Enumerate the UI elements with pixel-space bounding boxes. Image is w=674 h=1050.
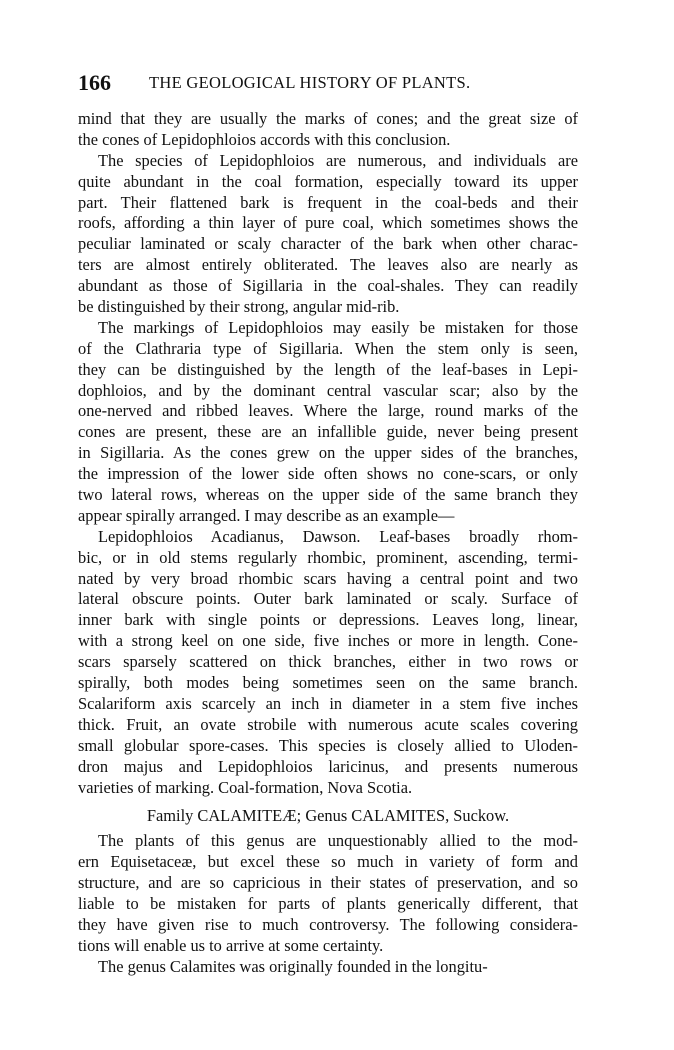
text-line: dophloios, and by the dominant central vascular scar; also by the [78, 380, 578, 400]
paragraph [78, 831, 578, 956]
text-line: part. Their flattened bark is frequent in the coal-beds and their [78, 192, 578, 212]
paragraph [78, 957, 578, 978]
text-line: roofs, affording a thin layer of pure coal, which sometimes shows the [78, 213, 578, 233]
paragraph [78, 318, 578, 527]
section-heading: Family CALAMITEÆ; Genus CALAMITES, Suckow. [146, 806, 510, 826]
page-header [78, 70, 598, 100]
text-line: bic, or in old stems regularly rhombic, prominent, ascending, termi- [78, 547, 578, 567]
paragraph [78, 109, 578, 151]
text-line: tions will enable us to arrive at some certainty. [78, 935, 384, 955]
text-line: structure, and are so capricious in their states of preservation, and so [78, 873, 578, 893]
body-text [78, 109, 578, 978]
text-line: of the Clathraria type of Sigillaria. When the stem only is seen, [78, 338, 578, 358]
text-line: ern Equisetaceæ, but excel these so much in variety of form and [78, 852, 578, 872]
text-line: in Sigillaria. As the cones grew on the upper sides of the branches, [78, 443, 578, 463]
text-line: abundant as those of Sigillaria in the coal-shales. They can readily [78, 276, 578, 296]
text-line: The plants of this genus are unquestionably allied to the mod- [98, 831, 578, 851]
paragraph [78, 151, 578, 318]
text-line: appear spirally arranged. I may describe as an example— [78, 505, 455, 525]
page-number: 166 [78, 70, 111, 95]
text-line: inner bark with single points or depressions. Leaves long, linear, [78, 610, 578, 630]
text-line: ters are almost entirely obliterated. The leaves also are nearly as [78, 255, 578, 275]
text-line: lateral obscure points. Outer bark laminated or scaly. Surface of [78, 589, 578, 609]
text-line: Lepidophloios Acadianus, Dawson. Leaf-bases broadly rhom- [98, 526, 578, 546]
text-line: varieties of marking. Coal-formation, Nova Scotia. [78, 777, 413, 797]
text-line: The markings of Lepidophloios may easily be mistaken for those [98, 317, 578, 337]
text-line: they can be distinguished by the length of the leaf-bases in Lepi- [78, 359, 578, 379]
text-line: dron majus and Lepidophloios laricinus, and presents numerous [78, 756, 578, 776]
paragraphs-after [78, 831, 578, 977]
text-line: quite abundant in the coal formation, especially toward its upper [78, 171, 578, 191]
paragraphs-before [78, 109, 578, 805]
text-line: nated by very broad rhombic scars having a central point and two [78, 568, 578, 588]
text-line: mind that they are usually the marks of cones; and the great size of [78, 109, 578, 128]
text-line: be distinguished by their strong, angular mid-rib. [78, 297, 400, 317]
text-line: the cones of Lepidophloios accords with this conclusion. [78, 129, 451, 149]
text-line: two lateral rows, whereas on the upper side of the same branch they [78, 485, 578, 505]
text-line: one-nerved and ribbed leaves. Where the large, round marks of the [78, 401, 578, 421]
text-line: cones are present, these are an infallible guide, never being present [78, 422, 578, 442]
text-line: they have given rise to much controversy. The following considera- [78, 914, 578, 934]
text-line: The species of Lepidophloios are numerous, and individuals are [98, 150, 578, 170]
text-line: with a strong keel on one side, five inches or more in length. Cone- [78, 631, 578, 651]
text-line: scars sparsely scattered on thick branches, either in two rows or [78, 652, 578, 672]
text-line: Scalariform axis scarcely an inch in diameter in a stem five inches [78, 693, 578, 713]
text-line: small globular spore-cases. This species is closely allied to Uloden- [78, 735, 578, 755]
text-line: The genus Calamites was originally founded in the longitu- [98, 956, 488, 976]
text-line: spirally, both modes being sometimes seen on the same branch. [78, 673, 578, 693]
paragraph [78, 527, 578, 799]
running-title: THE GEOLOGICAL HISTORY OF PLANTS. [149, 73, 471, 92]
spacer [78, 798, 578, 805]
text-line: the impression of the lower side often shows no cone-scars, or only [78, 464, 578, 484]
text-line: thick. Fruit, an ovate strobile with numerous acute scales covering [78, 714, 578, 734]
text-line: liable to be mistaken for parts of plants generically different, that [78, 894, 578, 914]
text-line: peculiar laminated or scaly character of the bark when other charac- [78, 234, 578, 254]
